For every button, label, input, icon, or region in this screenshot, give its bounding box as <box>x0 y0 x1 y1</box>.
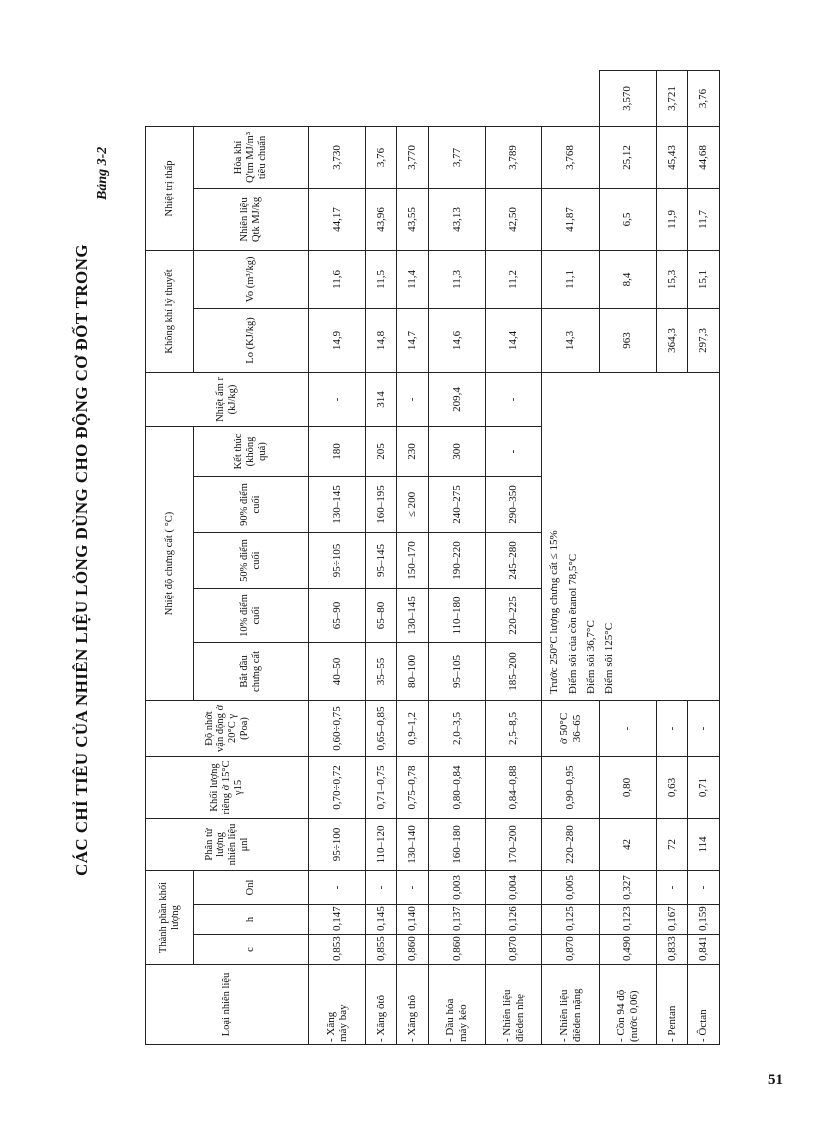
cell-c: 0,870 <box>542 935 599 965</box>
cell-vo: 11,3 <box>428 250 485 308</box>
cell-start: 95–105 <box>428 642 485 700</box>
cell-end: 180 <box>309 426 366 476</box>
cell-qtk: 43,55 <box>397 188 429 250</box>
header-dist-90: 90% điểm cuối <box>194 476 309 532</box>
cell-r: 209,4 <box>428 372 485 426</box>
cell-c: 0,853 <box>309 935 366 965</box>
table-row <box>365 71 397 1045</box>
cell-viscosity: 2,5–8,5 <box>485 700 542 756</box>
cell-r: 963 <box>599 308 656 372</box>
fuel-properties-table <box>145 70 720 1045</box>
cell-viscosity: 0,9–1,2 <box>397 700 429 756</box>
cell-density: 0,71–0,75 <box>365 756 397 818</box>
cell-qtm: 3,570 <box>599 71 656 127</box>
header-latent-heat: Nhiệt ẩm r (kJ/kg) <box>146 372 309 426</box>
cell-vo: 11,5 <box>365 250 397 308</box>
cell-d10: 65–90 <box>309 588 366 642</box>
note-alcohol: Điểm sôi của cồn êtanol 78,5°C <box>566 553 579 694</box>
cell-vo: 11,4 <box>397 250 429 308</box>
cell-end: 230 <box>397 426 429 476</box>
fuel-name: - Dầu hỏa máy kéo <box>428 965 485 1045</box>
cell-r: 297,3 <box>688 308 720 372</box>
cell-density: 0,84–0,88 <box>485 756 542 818</box>
header-vo: Vo (m³/kg) <box>194 250 309 308</box>
cell-mu: 72 <box>656 818 688 870</box>
header-lo: Lo (KJ/kg) <box>194 308 309 372</box>
fuel-name: - Ôctan <box>688 965 720 1045</box>
cell-vo: 11,1 <box>542 250 599 308</box>
cell-c: 0,490 <box>599 935 656 965</box>
cell-end: 205 <box>365 426 397 476</box>
cell-onl: 0,327 <box>599 870 656 904</box>
cell-viscosity: 0,65–0,85 <box>365 700 397 756</box>
cell-h: 0,147 <box>309 905 366 935</box>
page-number: 51 <box>768 1072 783 1088</box>
cell-qtk: 44,68 <box>688 126 720 188</box>
cell-density: 0,80 <box>599 756 656 818</box>
cell-mu: 170–200 <box>485 818 542 870</box>
cell-end: 300 <box>428 426 485 476</box>
cell-vo: 11,7 <box>688 188 720 250</box>
header-molecular-mass: Phân tử lượng nhiên liệu μnl <box>146 818 309 870</box>
cell-d50: 95÷105 <box>309 532 366 588</box>
cell-start: 35–55 <box>365 642 397 700</box>
cell-viscosity: - <box>599 700 656 756</box>
note-octane: Điểm sôi 125°C <box>603 622 616 694</box>
cell-onl: - <box>365 870 397 904</box>
fuel-name: - Nhiên liệu điêden nặng <box>542 965 599 1045</box>
cell-qtm: 3,789 <box>485 126 542 188</box>
cell-lo: 14,8 <box>365 308 397 372</box>
fuel-name: - Pentan <box>656 965 688 1045</box>
cell-vo: 11,6 <box>309 250 366 308</box>
cell-c: 0,860 <box>428 935 485 965</box>
cell-r: - <box>309 372 366 426</box>
cell-c: 0,841 <box>688 935 720 965</box>
cell-onl: - <box>688 870 720 904</box>
cell-viscosity: 2,0–3,5 <box>428 700 485 756</box>
rotated-table-container <box>145 70 720 1045</box>
cell-lo: 14,4 <box>485 308 542 372</box>
cell-d50: 150–170 <box>397 532 429 588</box>
header-q-mix: Hòa khí Q'tm MJ/m³ tiêu chuẩn <box>194 126 309 188</box>
cell-vo: 11,9 <box>656 188 688 250</box>
cell-lo: 14,7 <box>397 308 429 372</box>
cell-d10: 130–145 <box>397 588 429 642</box>
page-title: CÁC CHỈ TIÊU CỦA NHIÊN LIỆU LỎNG DÙNG CHO ĐỘNG CƠ ĐỐT TRONG <box>72 244 91 876</box>
cell-lo: 14,6 <box>428 308 485 372</box>
cell-d10: 65–80 <box>365 588 397 642</box>
cell-h: 0,137 <box>428 905 485 935</box>
cell-qtm: 3,730 <box>309 126 366 188</box>
fuel-name: - Nhiên liệu điêden nhẹ <box>485 965 542 1045</box>
header-fuel-type: Loại nhiên liệu <box>146 965 309 1045</box>
cell-vo: 6,5 <box>599 188 656 250</box>
fuel-name: - Xăng ôtô <box>365 965 397 1045</box>
cell-viscosity: - <box>688 700 720 756</box>
fuel-name: - Cồn 94 độ (nước 0,06) <box>599 965 656 1045</box>
header-dist-50: 50% điểm cuối <box>194 532 309 588</box>
cell-c: 0,870 <box>485 935 542 965</box>
cell-r: 314 <box>365 372 397 426</box>
cell-c: 0,833 <box>656 935 688 965</box>
cell-d10: 110–180 <box>428 588 485 642</box>
cell-qtm: 3,721 <box>656 71 688 127</box>
cell-viscosity: 0,60÷0,75 <box>309 700 366 756</box>
cell-d90: 130–145 <box>309 476 366 532</box>
cell-d50: 245–280 <box>485 532 542 588</box>
cell-lo: 15,3 <box>656 250 688 308</box>
fuel-name: - Xăng máy bay <box>309 965 366 1045</box>
cell-viscosity: - <box>656 700 688 756</box>
cell-onl: 0,004 <box>485 870 542 904</box>
cell-qtk: 25,12 <box>599 126 656 188</box>
table-row <box>397 71 429 1045</box>
cell-onl: - <box>309 870 366 904</box>
cell-d50: 95–145 <box>365 532 397 588</box>
cell-h: 0,159 <box>688 905 720 935</box>
cell-r: - <box>397 372 429 426</box>
cell-density: 0,75–0,78 <box>397 756 429 818</box>
cell-d90: 290–350 <box>485 476 542 532</box>
cell-qtk: 45,43 <box>656 126 688 188</box>
cell-density: 0,71 <box>688 756 720 818</box>
cell-qtk: 43,13 <box>428 188 485 250</box>
header-theoretical-air: Không khí lý thuyết <box>146 250 194 372</box>
cell-d90: 240–275 <box>428 476 485 532</box>
cell-mu: 220–280 <box>542 818 599 870</box>
cell-vo: 11,2 <box>485 250 542 308</box>
header-h: h <box>194 905 309 935</box>
cell-qtk: 43,96 <box>365 188 397 250</box>
header-c: c <box>194 935 309 965</box>
fuel-name: - Xăng thô <box>397 965 429 1045</box>
cell-h: 0,125 <box>542 905 599 935</box>
header-onl: Onl <box>194 870 309 904</box>
note-heavy-diesel: Trước 250°C lượng chưng cất ≤ 15% <box>548 530 561 694</box>
cell-onl: 0,005 <box>542 870 599 904</box>
table-row <box>309 71 366 1045</box>
cell-h: 0,140 <box>397 905 429 935</box>
cell-viscosity: ở 50°C 36–65 <box>542 700 599 756</box>
note-pentane: Điểm sôi 36,7°C <box>585 620 598 694</box>
cell-start: 80–100 <box>397 642 429 700</box>
cell-r: - <box>485 372 542 426</box>
cell-d90: ≤ 200 <box>397 476 429 532</box>
cell-mu: 114 <box>688 818 720 870</box>
cell-qtk: 41,87 <box>542 188 599 250</box>
cell-start: 40–50 <box>309 642 366 700</box>
cell-density: 0,70÷0,72 <box>309 756 366 818</box>
cell-c: 0,855 <box>365 935 397 965</box>
cell-qtm: 3,76 <box>688 71 720 127</box>
header-distillation: Nhiệt độ chưng cất ( °C) <box>146 426 194 700</box>
cell-start: 185–200 <box>485 642 542 700</box>
cell-density: 0,63 <box>656 756 688 818</box>
cell-qtk: 42,50 <box>485 188 542 250</box>
header-q-fuel: Nhiên liệu Qtk MJ/kg <box>194 188 309 250</box>
cell-mu: 95÷100 <box>309 818 366 870</box>
table-row <box>542 71 599 1045</box>
header-viscosity: Độ nhớt vận động ở 20°C γ (Poa) <box>146 700 309 756</box>
cell-lo: 14,9 <box>309 308 366 372</box>
cell-d10: 220–225 <box>485 588 542 642</box>
cell-lo: 15,1 <box>688 250 720 308</box>
cell-lo: 8,4 <box>599 250 656 308</box>
header-composition: Thành phần khối lượng <box>146 870 194 964</box>
cell-d90: 160–195 <box>365 476 397 532</box>
cell-onl: - <box>656 870 688 904</box>
distillation-notes <box>542 372 720 700</box>
cell-qtm: 3,768 <box>542 126 599 188</box>
cell-qtk: 44,17 <box>309 188 366 250</box>
cell-d50: 190–220 <box>428 532 485 588</box>
header-density: Khối lượng riêng ở 15°C γ15 <box>146 756 309 818</box>
cell-lo: 14,3 <box>542 308 599 372</box>
cell-density: 0,80–0,84 <box>428 756 485 818</box>
cell-onl: - <box>397 870 429 904</box>
cell-mu: 42 <box>599 818 656 870</box>
cell-mu: 130–140 <box>397 818 429 870</box>
header-lower-heat: Nhiệt trị thấp <box>146 126 194 250</box>
cell-density: 0,90–0,95 <box>542 756 599 818</box>
cell-h: 0,145 <box>365 905 397 935</box>
cell-h: 0,167 <box>656 905 688 935</box>
cell-h: 0,123 <box>599 905 656 935</box>
cell-h: 0,126 <box>485 905 542 935</box>
cell-mu: 160–180 <box>428 818 485 870</box>
cell-qtm: 3,77 <box>428 126 485 188</box>
cell-onl: 0,003 <box>428 870 485 904</box>
header-dist-end: Kết thúc (không quá) <box>194 426 309 476</box>
cell-mu: 110–120 <box>365 818 397 870</box>
header-dist-10: 10% điểm cuối <box>194 588 309 642</box>
cell-qtm: 3,76 <box>365 126 397 188</box>
cell-end: - <box>485 426 542 476</box>
cell-r: 364,3 <box>656 308 688 372</box>
table-row <box>485 71 542 1045</box>
cell-c: 0,860 <box>397 935 429 965</box>
header-dist-start: Bắt đầu chưng cất <box>194 642 309 700</box>
table-caption: Bảng 3-2 <box>95 146 110 200</box>
table-row <box>428 71 485 1045</box>
cell-qtm: 3,770 <box>397 126 429 188</box>
